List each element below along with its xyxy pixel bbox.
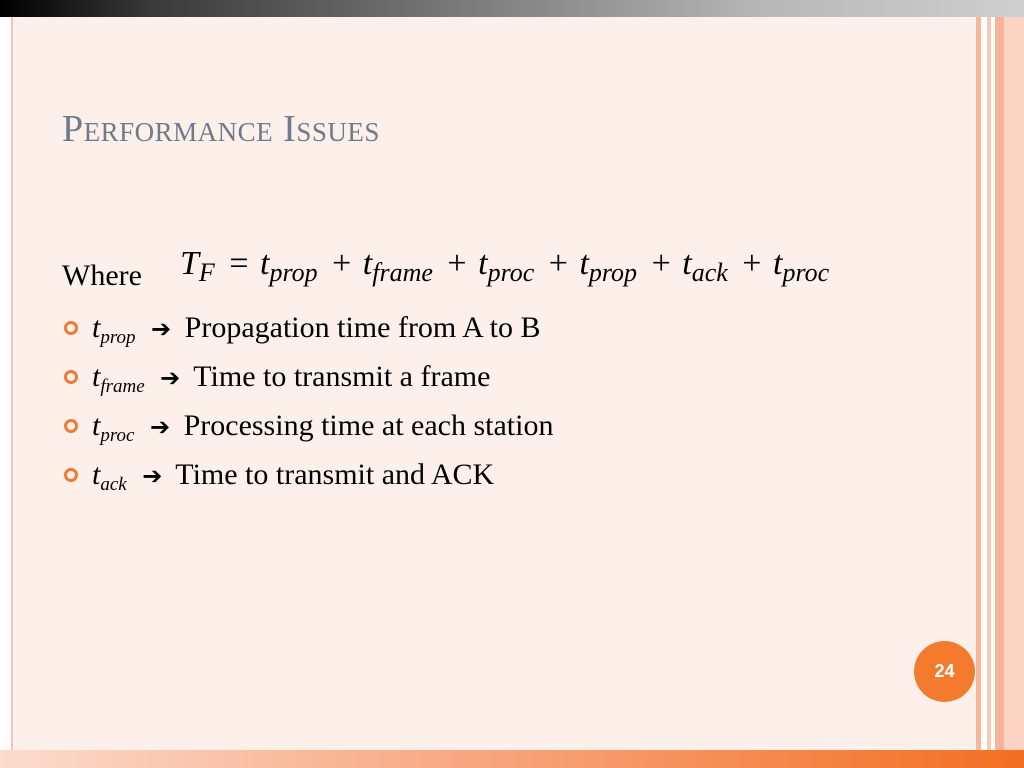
formula-operator: + <box>742 245 762 282</box>
formula-equals: = <box>229 245 249 282</box>
bullet-term: $t_{ack}$ <box>92 458 127 495</box>
formula-operator: + <box>332 245 352 282</box>
formula-operator: + <box>447 245 467 282</box>
list-item <box>62 457 553 506</box>
page-number-badge: 24 <box>914 641 975 702</box>
formula-term: $t_{proc}$ <box>772 245 830 287</box>
where-label: Where <box>62 259 142 292</box>
bullet-term: $t_{prop}$ <box>92 311 136 348</box>
bullet-circle-icon <box>64 468 78 482</box>
top-gradient-bar <box>0 0 1024 17</box>
bullet-term: $t_{frame}$ <box>92 360 145 397</box>
bullet-circle-icon <box>64 370 78 384</box>
formula-operator: + <box>548 245 568 282</box>
right-arrow-icon: ➔ <box>149 413 171 441</box>
bottom-gradient-bar <box>0 750 1024 768</box>
formula-lhs: $T_F$ <box>180 245 215 287</box>
bullet-circle-icon <box>64 321 78 335</box>
list-item <box>62 359 553 408</box>
formula-operator: + <box>651 245 671 282</box>
right-arrow-icon: ➔ <box>160 364 181 392</box>
formula-term: $t_{prop}$ <box>579 245 638 287</box>
formula-term: $t_{frame}$ <box>362 245 433 287</box>
right-border-stripe <box>995 17 1004 750</box>
list-item <box>62 310 553 359</box>
formula <box>180 242 829 286</box>
right-border-stripe <box>1004 17 1024 750</box>
formula-term: $t_{ack}$ <box>682 245 728 287</box>
right-arrow-icon: ➔ <box>142 462 163 490</box>
bullet-text: Time to transmit a frame <box>193 360 491 393</box>
formula-term: $t_{proc}$ <box>478 245 535 287</box>
formula-term: $t_{prop}$ <box>260 245 318 287</box>
bullet-text: Propagation time from A to B <box>184 311 541 344</box>
bullet-list <box>62 310 553 506</box>
bullet-text: Time to transmit and ACK <box>175 458 495 491</box>
bullet-text: Processing time at each station <box>183 409 554 442</box>
slide-title: Performance Issues <box>62 108 380 150</box>
right-arrow-icon: ➔ <box>151 315 172 343</box>
bullet-circle-icon <box>64 419 78 433</box>
bullet-term: $t_{proc}$ <box>92 409 135 446</box>
list-item <box>62 408 553 457</box>
